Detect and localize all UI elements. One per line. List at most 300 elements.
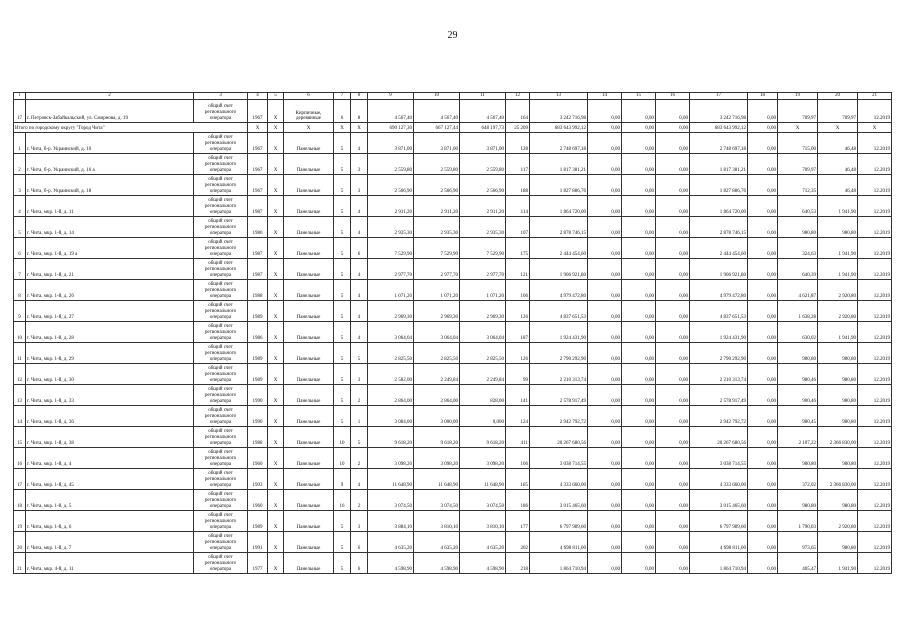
limit-cost-cell: 980,80 — [818, 217, 858, 238]
row-number: 8 — [14, 280, 26, 301]
year-cell: 1993 — [248, 469, 268, 490]
col14-cell: 0,00 — [588, 238, 622, 259]
col17-cell: 2 878 746,15 — [690, 217, 748, 238]
column-number: 14 — [588, 93, 622, 100]
cost-total-cell: 4 979 472,80 — [530, 280, 588, 301]
unit-cost-cell: 973,65 — [778, 532, 818, 553]
wall-material-cell: Панельные — [284, 448, 334, 469]
year-cell: 1989 — [248, 511, 268, 532]
floors-cell: 5 — [334, 196, 351, 217]
col14-cell: 0,00 — [588, 133, 622, 154]
area-cell: 2 825,50 — [414, 343, 460, 364]
total-cell: 0,00 — [622, 123, 656, 133]
area-residential-cell: 2 977,70 — [460, 259, 506, 280]
area-total-cell: 2 582,00 — [368, 364, 414, 385]
col15-cell: 0,00 — [622, 343, 656, 364]
unit-cost-cell: 372,02 — [778, 469, 818, 490]
row-number: 4 — [14, 196, 26, 217]
area-total-cell: 2 977,70 — [368, 259, 414, 280]
column-number: 7 — [334, 93, 351, 100]
date-cell: 12.2019 — [858, 196, 892, 217]
col17-cell: 6 797 989,60 — [690, 511, 748, 532]
area-residential-cell: 0,000 — [460, 406, 506, 427]
year-cell: 1967 — [248, 154, 268, 175]
col14-cell: 0,00 — [588, 553, 622, 574]
total-cell: 648 197,73 — [460, 123, 506, 133]
account-line: общий счет — [208, 387, 233, 392]
col15-cell: 0,00 — [622, 100, 656, 123]
account-line: общий счет — [208, 177, 233, 182]
limit-cost-cell: 1 941,90 — [818, 553, 858, 574]
account-line: общий счет — [208, 345, 233, 350]
col17-cell: 1 864 710,94 — [690, 553, 748, 574]
column-number: 16 — [656, 93, 690, 100]
wall-material-cell: Панельные — [284, 427, 334, 448]
account-line: оператора — [209, 546, 232, 551]
col16-cell: 0,00 — [656, 448, 690, 469]
date-cell: 12.2019 — [858, 385, 892, 406]
cost-total-cell: 1 924 431,90 — [530, 322, 588, 343]
account-type-cell — [194, 427, 248, 448]
entrances-cell: 4 — [351, 133, 368, 154]
wall-material-cell: Панельные — [284, 343, 334, 364]
wall-material-cell: Панельные — [284, 175, 334, 196]
row-number: 6 — [14, 238, 26, 259]
floors-cell: 5 — [334, 259, 351, 280]
year-cell: 1960 — [248, 490, 268, 511]
year-cell: 1986 — [248, 322, 268, 343]
entrances-cell: 5 — [351, 427, 368, 448]
address-cell: г. Чита, мкр. 1-й, д. 5 — [26, 490, 194, 511]
col18-cell: 0,00 — [748, 553, 778, 574]
col16-cell: 0,00 — [656, 175, 690, 196]
limit-cost-cell: 1 941,90 — [818, 322, 858, 343]
floors-cell: 5 — [334, 238, 351, 259]
col17-cell: 4 837 651,53 — [690, 301, 748, 322]
account-line: оператора — [209, 252, 232, 257]
col17-cell: 4 979 472,80 — [690, 280, 748, 301]
col18-cell: 0,00 — [748, 175, 778, 196]
col18-cell: 0,00 — [748, 280, 778, 301]
row-number: 16 — [14, 448, 26, 469]
table-row — [14, 322, 892, 343]
col14-cell: 0,00 — [588, 154, 622, 175]
column-number: 4 — [248, 93, 268, 100]
page-number: 29 — [447, 30, 458, 41]
account-line: регионального — [204, 414, 237, 419]
address-cell: г. Чита, мкр. 1-й, д. 26 — [26, 280, 194, 301]
floors-cell: 16 — [334, 490, 351, 511]
area-residential-cell: 7 529,90 — [460, 238, 506, 259]
entrances-cell: 3 — [351, 511, 368, 532]
date-cell: 12.2019 — [858, 238, 892, 259]
address-cell: г. Чита, мкр. 1-й, д. 30 — [26, 364, 194, 385]
col18-cell: 0,00 — [748, 301, 778, 322]
account-line: регионального — [204, 204, 237, 209]
area-residential-cell: 4 567,40 — [460, 100, 506, 123]
area-residential-cell: 11 648,90 — [460, 469, 506, 490]
area-cell: 3 810,10 — [414, 511, 460, 532]
table-row — [14, 280, 892, 301]
account-type-cell — [194, 100, 248, 123]
col5-cell: X — [268, 448, 284, 469]
col15-cell: 0,00 — [622, 154, 656, 175]
account-type-cell — [194, 280, 248, 301]
area-cell: 3 064,04 — [414, 322, 460, 343]
entrances-cell: 1 — [351, 406, 368, 427]
floors-cell: 5 — [334, 280, 351, 301]
address-cell: г. Чита, мкр. 1-й, д. 4 — [26, 448, 194, 469]
total-cell: X — [818, 123, 858, 133]
total-cell: 25 209 — [506, 123, 530, 133]
col15-cell: 0,00 — [622, 217, 656, 238]
row-number: 14 — [14, 406, 26, 427]
account-line: оператора — [209, 116, 232, 121]
col5-cell: X — [268, 175, 284, 196]
col5-cell: X — [268, 100, 284, 123]
date-cell: 12.2019 — [858, 448, 892, 469]
col18-cell: 0,00 — [748, 364, 778, 385]
floors-cell: 5 — [334, 217, 351, 238]
date-cell: 12.2019 — [858, 427, 892, 448]
col18-cell: 0,00 — [748, 217, 778, 238]
col14-cell: 0,00 — [588, 100, 622, 123]
column-number: 21 — [858, 93, 892, 100]
date-cell: 12.2019 — [858, 469, 892, 490]
col17-cell: 4 333 660,00 — [690, 469, 748, 490]
account-line: оператора — [209, 504, 232, 509]
floors-cell: 5 — [334, 133, 351, 154]
table-row — [14, 196, 892, 217]
area-total-cell: 4 635,20 — [368, 532, 414, 553]
col5-cell: X — [268, 196, 284, 217]
account-line: оператора — [209, 378, 232, 383]
limit-cost-cell: 1 941,90 — [818, 259, 858, 280]
residents-cell: 126 — [506, 343, 530, 364]
account-line: регионального — [204, 393, 237, 398]
area-total-cell: 4 598,90 — [368, 553, 414, 574]
account-line: общий счет — [208, 492, 233, 497]
residents-cell: 218 — [506, 553, 530, 574]
col18-cell: 0,00 — [748, 322, 778, 343]
cost-total-cell: 2 878 746,15 — [530, 217, 588, 238]
col15-cell: 0,00 — [622, 448, 656, 469]
col16-cell: 0,00 — [656, 532, 690, 553]
limit-cost-cell: 980,80 — [818, 364, 858, 385]
row-number: 5 — [14, 217, 26, 238]
column-number: 12 — [506, 93, 530, 100]
address-cell: г. Чита, мкр. 4-й, д. 11 — [26, 553, 194, 574]
area-residential-cell: 4 598,90 — [460, 553, 506, 574]
row-number: 12 — [14, 364, 26, 385]
limit-cost-cell: 980,80 — [818, 385, 858, 406]
row-number: 3 — [14, 175, 26, 196]
unit-cost-cell: 900,46 — [778, 385, 818, 406]
col16-cell: 0,00 — [656, 238, 690, 259]
address-cell: г. Чита, мкр. 1-й, д. 7 — [26, 532, 194, 553]
floors-cell: 5 — [334, 364, 351, 385]
table-row — [14, 490, 892, 511]
account-line: общий счет — [208, 240, 233, 245]
entrances-cell: 4 — [351, 301, 368, 322]
residents-cell: 202 — [506, 532, 530, 553]
cost-total-cell: 6 797 989,60 — [530, 511, 588, 532]
account-line: регионального — [204, 435, 237, 440]
col17-cell: 2 444 454,60 — [690, 238, 748, 259]
area-residential-cell: 3 098,20 — [460, 448, 506, 469]
address-cell: г. Чита, б-р. Украинский, д. 16 а — [26, 154, 194, 175]
wall-material-cell: Панельные — [284, 238, 334, 259]
col14-cell: 0,00 — [588, 406, 622, 427]
limit-cost-cell: 980,80 — [818, 448, 858, 469]
area-cell: 2 559,80 — [414, 154, 460, 175]
date-cell: 12.2019 — [858, 259, 892, 280]
year-cell: 1989 — [248, 301, 268, 322]
entrances-cell: 4 — [351, 259, 368, 280]
total-cell: X — [858, 123, 892, 133]
area-cell: 2 969,30 — [414, 301, 460, 322]
address-cell: г. Чита, мкр. 1-й, д. 28 — [26, 322, 194, 343]
area-residential-cell: 3 810,10 — [460, 511, 506, 532]
col15-cell: 0,00 — [622, 259, 656, 280]
residents-cell: 121 — [506, 259, 530, 280]
residents-cell: 114 — [506, 196, 530, 217]
account-line: регионального — [204, 309, 237, 314]
wall-material-cell: Панельные — [284, 511, 334, 532]
total-cell: 690 127,30 — [368, 123, 414, 133]
floors-cell: 5 — [334, 511, 351, 532]
limit-cost-cell: 980,80 — [818, 532, 858, 553]
col16-cell: 0,00 — [656, 100, 690, 123]
table-row — [14, 469, 892, 490]
col15-cell: 0,00 — [622, 511, 656, 532]
area-cell: 9 618,20 — [414, 427, 460, 448]
account-line: общий счет — [208, 408, 233, 413]
residents-cell: 117 — [506, 154, 530, 175]
col14-cell: 0,00 — [588, 469, 622, 490]
col17-cell: 1 864 720,00 — [690, 196, 748, 217]
col18-cell: 0,00 — [748, 238, 778, 259]
account-line: оператора — [209, 483, 232, 488]
row-number: 17 — [14, 469, 26, 490]
entrances-cell: 2 — [351, 448, 368, 469]
floors-cell: 10 — [334, 427, 351, 448]
table-row — [14, 364, 892, 385]
total-cell: X — [248, 123, 268, 133]
area-cell: 2 864,00 — [414, 385, 460, 406]
year-cell: 1989 — [248, 343, 268, 364]
col5-cell: X — [268, 133, 284, 154]
col18-cell: 0,00 — [748, 427, 778, 448]
unit-cost-cell: 640,39 — [778, 259, 818, 280]
limit-cost-cell: 2 366 830,00 — [818, 427, 858, 448]
column-number: 11 — [460, 93, 506, 100]
col14-cell: 0,00 — [588, 490, 622, 511]
account-line: регионального — [204, 351, 237, 356]
address-cell: г. Чита, мкр. 1-й, д. 14 — [26, 217, 194, 238]
account-type-cell — [194, 301, 248, 322]
cost-total-cell: 1 817 381,21 — [530, 154, 588, 175]
unit-cost-cell: 980,80 — [778, 448, 818, 469]
area-cell: 2 249,84 — [414, 364, 460, 385]
limit-cost-cell: 1 941,90 — [818, 238, 858, 259]
entrances-cell: 6 — [351, 532, 368, 553]
account-line: регионального — [204, 456, 237, 461]
wall-material-cell: Панельные — [284, 364, 334, 385]
area-residential-cell: 2 559,80 — [460, 154, 506, 175]
col16-cell: 0,00 — [656, 322, 690, 343]
date-cell: 12.2019 — [858, 301, 892, 322]
area-residential-cell: 3 871,00 — [460, 133, 506, 154]
residents-cell: 411 — [506, 427, 530, 448]
unit-cost-cell: 980,46 — [778, 364, 818, 385]
wall-material-cell: Панельные — [284, 406, 334, 427]
cost-total-cell: 3 038 714,55 — [530, 448, 588, 469]
table-row — [14, 217, 892, 238]
address-cell: г. Петровск-Забайкальский, ул. Смирнова, д. 19 — [26, 100, 194, 123]
area-total-cell: 3 871,00 — [368, 133, 414, 154]
total-cell: 0,00 — [588, 123, 622, 133]
date-cell: 12.2019 — [858, 175, 892, 196]
unit-cost-cell: 405,47 — [778, 553, 818, 574]
col16-cell: 0,00 — [656, 280, 690, 301]
col14-cell: 0,00 — [588, 343, 622, 364]
col14-cell: 0,00 — [588, 511, 622, 532]
wall-material-cell: Панельные — [284, 217, 334, 238]
entrances-cell: 2 — [351, 490, 368, 511]
table-row — [14, 553, 892, 574]
floors-cell: 5 — [334, 154, 351, 175]
area-cell: 4 598,90 — [414, 553, 460, 574]
col14-cell: 0,00 — [588, 532, 622, 553]
col16-cell: 0,00 — [656, 196, 690, 217]
entrances-cell: 3 — [351, 364, 368, 385]
table-row — [14, 238, 892, 259]
wall-material-cell: Панельные — [284, 469, 334, 490]
col5-cell: X — [268, 469, 284, 490]
account-line: общий счет — [208, 429, 233, 434]
limit-cost-cell: 2 920,80 — [818, 301, 858, 322]
unit-cost-cell: 630,02 — [778, 322, 818, 343]
account-line: регионального — [204, 246, 237, 251]
col16-cell: 0,00 — [656, 154, 690, 175]
unit-cost-cell: 324,63 — [778, 238, 818, 259]
area-residential-cell: 3 074,50 — [460, 490, 506, 511]
col16-cell: 0,00 — [656, 301, 690, 322]
account-line: общий счет — [208, 219, 233, 224]
area-total-cell: 3 074,50 — [368, 490, 414, 511]
row-number: 11 — [14, 343, 26, 364]
col15-cell: 0,00 — [622, 196, 656, 217]
col18-cell: 0,00 — [748, 196, 778, 217]
column-number: 15 — [622, 93, 656, 100]
year-cell: 1991 — [248, 532, 268, 553]
cost-total-cell: 2 210 313,74 — [530, 364, 588, 385]
date-cell: 12.2019 — [858, 322, 892, 343]
account-line: регионального — [204, 288, 237, 293]
cost-total-cell: 2 748 697,18 — [530, 133, 588, 154]
entrances-cell: 2 — [351, 385, 368, 406]
column-number: 20 — [818, 93, 858, 100]
col14-cell: 0,00 — [588, 301, 622, 322]
date-cell: 12.2019 — [858, 490, 892, 511]
account-line: оператора — [209, 231, 232, 236]
area-residential-cell: 3 064,04 — [460, 322, 506, 343]
col17-cell: 2 942 792,72 — [690, 406, 748, 427]
col16-cell: 0,00 — [656, 259, 690, 280]
address-cell: г. Чита, мкр. 1-й, д. 6 — [26, 511, 194, 532]
row-number: 19 — [14, 511, 26, 532]
wall-material-cell: Панельные — [284, 532, 334, 553]
col5-cell: X — [268, 322, 284, 343]
account-line: оператора — [209, 273, 232, 278]
total-cell: X — [334, 123, 351, 133]
col15-cell: 0,00 — [622, 238, 656, 259]
area-total-cell: 1 071,20 — [368, 280, 414, 301]
col17-cell: 2 578 917,49 — [690, 385, 748, 406]
account-line: общий счет — [208, 513, 233, 518]
unit-cost-cell: 640,53 — [778, 196, 818, 217]
unit-cost-cell: 2 107,22 — [778, 427, 818, 448]
col14-cell: 0,00 — [588, 427, 622, 448]
account-type-cell — [194, 364, 248, 385]
col16-cell: 0,00 — [656, 469, 690, 490]
col16-cell: 0,00 — [656, 511, 690, 532]
col5-cell: X — [268, 259, 284, 280]
total-cell: X — [284, 123, 334, 133]
limit-cost-cell: 2 920,80 — [818, 280, 858, 301]
residents-cell: 185 — [506, 469, 530, 490]
limit-cost-cell: 2 920,80 — [818, 511, 858, 532]
col5-cell: X — [268, 406, 284, 427]
account-type-cell — [194, 217, 248, 238]
account-type-cell — [194, 553, 248, 574]
column-number: 1 — [14, 93, 26, 100]
col5-cell: X — [268, 238, 284, 259]
date-cell: 12.2019 — [858, 100, 892, 123]
area-cell: 4 635,20 — [414, 532, 460, 553]
floors-cell: 5 — [334, 301, 351, 322]
column-number: 5 — [268, 93, 284, 100]
residents-cell: 126 — [506, 301, 530, 322]
year-cell: 1967 — [248, 133, 268, 154]
col16-cell: 0,00 — [656, 133, 690, 154]
unit-cost-cell: 980,80 — [778, 217, 818, 238]
wall-material-cell: Панельные — [284, 280, 334, 301]
col14-cell: 0,00 — [588, 322, 622, 343]
area-total-cell: 4 567,40 — [368, 100, 414, 123]
account-line: регионального — [204, 330, 237, 335]
wall-material-cell: Панельные — [284, 301, 334, 322]
col18-cell: 0,00 — [748, 133, 778, 154]
col5-cell: X — [268, 490, 284, 511]
total-cell: 0,00 — [748, 123, 778, 133]
row-number: 15 — [14, 427, 26, 448]
limit-cost-cell: 46,48 — [818, 154, 858, 175]
year-cell: 1987 — [248, 238, 268, 259]
col17-cell: 20 267 680,56 — [690, 427, 748, 448]
cost-total-cell: 1 864 710,94 — [530, 553, 588, 574]
wall-material-cell: Панельные — [284, 385, 334, 406]
account-line: общий счет — [208, 282, 233, 287]
account-line: регионального — [204, 498, 237, 503]
column-number: 2 — [26, 93, 194, 100]
area-residential-cell: 828,00 — [460, 385, 506, 406]
total-cell: X — [778, 123, 818, 133]
total-label: Итого по городскому округу "Город Чита" — [14, 123, 248, 133]
entrances-cell: 4 — [351, 280, 368, 301]
area-total-cell: 3 084,00 — [368, 406, 414, 427]
